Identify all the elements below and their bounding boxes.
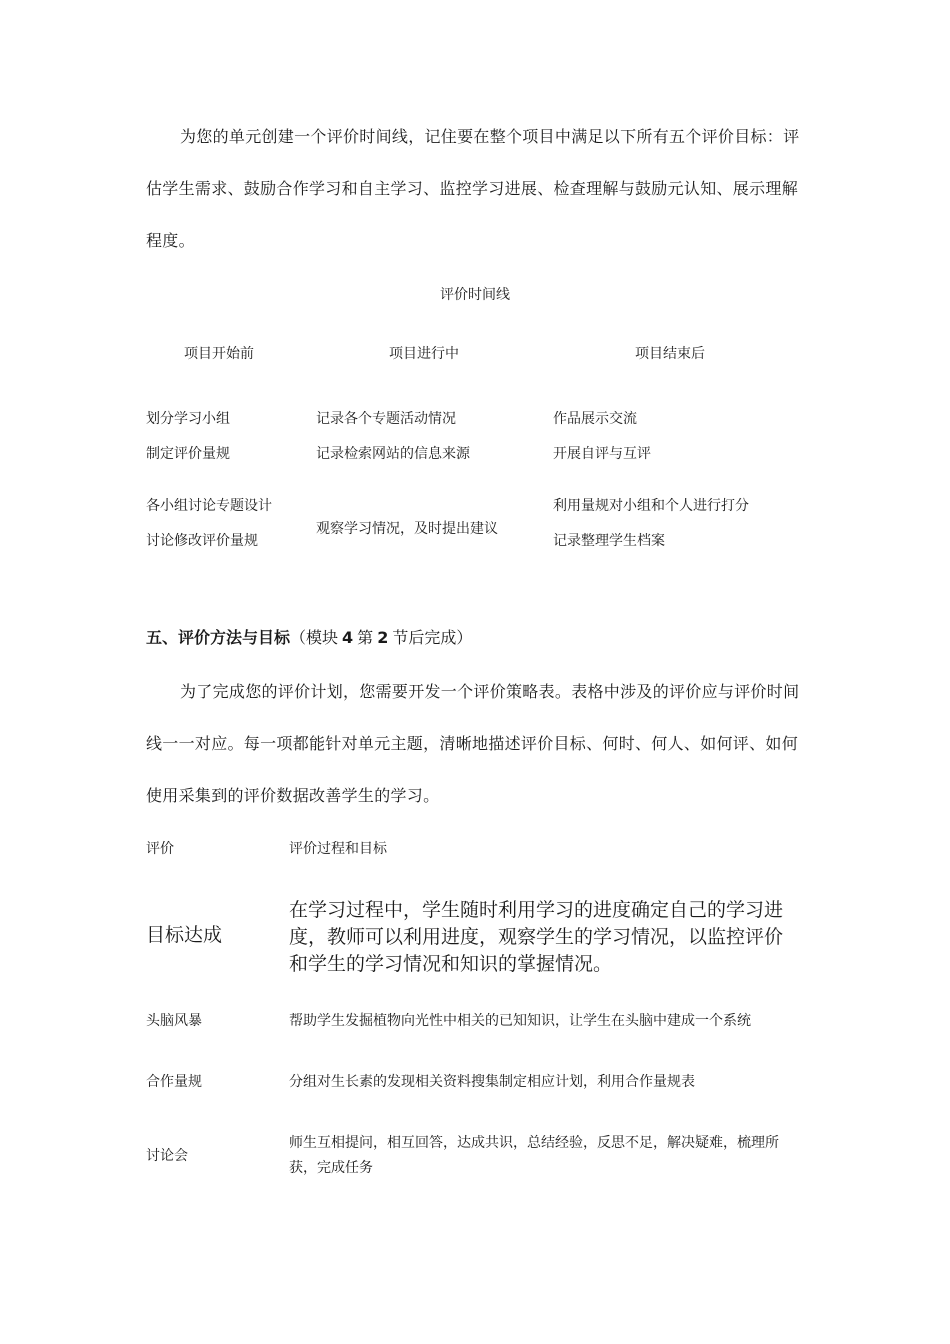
section5-paragraph: 为了完成您的评价计划，您需要开发一个评价策略表。表格中涉及的评价应与评价时间线一一对应。每一项都能针对单元主题，清晰地描述评价目标、何时、何人、如何评、如何使用采集到的评价数据改善学生的学习。: [146, 682, 800, 805]
intro-paragraph: 为您的单元创建一个评价时间线，记住要在整个项目中满足以下所有五个评价目标：评估学生需求、鼓励合作学习和自主学习、监控学习进展、检查理解与鼓励元认知、展示理解程度。: [146, 127, 800, 250]
section5-heading: [146, 625, 472, 648]
timeline-title: 评价时间线: [440, 287, 510, 303]
table-header-eval: 评价: [146, 841, 174, 857]
timeline-during-item: 记录检索网站的信息来源: [316, 446, 470, 462]
section5-module-num: 4: [342, 628, 354, 647]
table-row-name: 讨论会: [146, 1148, 188, 1164]
section5-lesson-num: 2: [377, 628, 389, 647]
section5-title: 五、评价方法与目标: [146, 628, 291, 647]
section5-note: （模块: [290, 628, 339, 647]
table-row-desc: 在学习过程中，学生随时利用学习的进度确定自己的学习进度，教师可以利用进度，观察学生的学习情况，以监控评价和学生的学习情况和知识的掌握情况。: [289, 899, 784, 975]
timeline-col-before: 项目开始前: [184, 346, 254, 362]
table-row-name: 头脑风暴: [146, 1013, 202, 1029]
table-row-name: 合作量规: [146, 1074, 202, 1090]
timeline-before-item: 制定评价量规: [146, 446, 230, 462]
timeline-during-item: 观察学习情况，及时提出建议: [316, 521, 498, 537]
table-row-desc: 帮助学生发掘植物向光性中相关的已知知识，让学生在头脑中建成一个系统: [289, 1013, 751, 1029]
table-row-desc: 分组对生长素的发现相关资料搜集制定相应计划，利用合作量规表: [289, 1074, 695, 1090]
timeline-before-item: 划分学习小组: [146, 411, 230, 427]
timeline-before-item: 各小组讨论专题设计: [146, 498, 272, 514]
timeline-col-after: 项目结束后: [635, 346, 705, 362]
timeline-after-item: 记录整理学生档案: [553, 533, 665, 549]
timeline-after-item: 利用量规对小组和个人进行打分: [553, 498, 749, 514]
table-row-desc: 师生互相提问，相互回答，达成共识，总结经验，反思不足，解决疑难，梳理所获，完成任务: [289, 1135, 779, 1176]
timeline-during-item: 记录各个专题活动情况: [316, 411, 456, 427]
section5-note-end: 节后完成）: [392, 628, 473, 647]
timeline-col-during: 项目进行中: [389, 346, 459, 362]
table-row-name: 目标达成: [146, 924, 223, 946]
table-header-process: 评价过程和目标: [289, 841, 387, 857]
timeline-after-item: 开展自评与互评: [553, 446, 651, 462]
timeline-before-item: 讨论修改评价量规: [146, 533, 258, 549]
timeline-after-item: 作品展示交流: [553, 411, 637, 427]
section5-note-mid: 第: [357, 628, 374, 647]
